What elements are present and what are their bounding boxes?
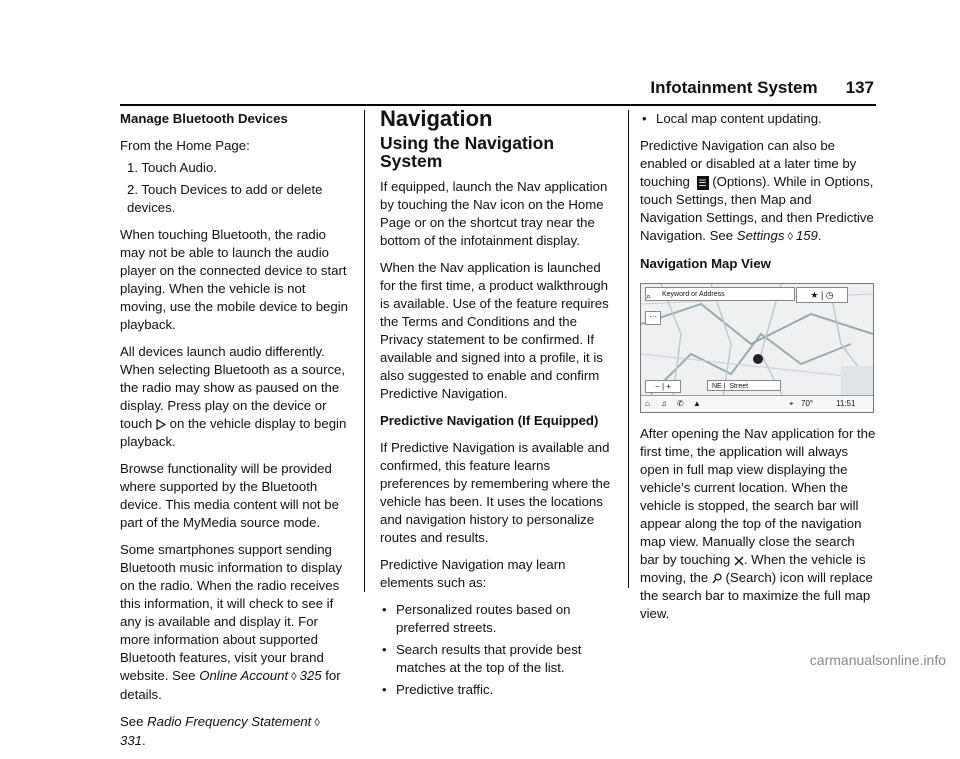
- predictive-nav-heading: Predictive Navigation (If Equipped): [380, 413, 599, 428]
- paragraph: Predictive Navigation may learn elements such as:: [380, 557, 566, 590]
- paragraph: If Predictive Navigation is available and confirmed, this feature learns preferences by remembering where the vehicle has been. It uses the locations and navigation history to personalize routes and results.: [380, 440, 611, 545]
- bullet-list: [380, 601, 614, 699]
- paragraph-text: .: [817, 228, 822, 243]
- paragraph: When the Nav application is launched for the first time, a product walkthrough is available. Use of the feature requires the Terms and Conditions and the Privacy statement to be confirmed. If available and signed into a profile, it is also suggested to enable and confirm Predictive Navigation.: [380, 260, 609, 401]
- paragraph-text: for details.: [120, 668, 341, 702]
- options-icon: ☰: [698, 177, 707, 188]
- phone-icon[interactable]: ✆: [677, 399, 684, 408]
- steps-list: [120, 159, 348, 217]
- paragraph-text: All devices launch audio differently. When selecting Bluetooth as a source, the radio may show as paused on the display. Press play on the device or touch: [120, 344, 346, 431]
- page-ref[interactable]: 331: [120, 733, 143, 748]
- vehicle-location-icon: [753, 354, 763, 364]
- paragraph-text: (Search) icon will replace the search bar to maximize the full map view.: [640, 570, 873, 621]
- section-title: Infotainment System: [650, 78, 818, 97]
- search-icon: ⌕: [646, 291, 652, 301]
- page-number: 137: [845, 78, 874, 97]
- page-ref[interactable]: 325: [299, 668, 322, 683]
- navigation-heading: Navigation: [380, 106, 493, 131]
- heading-direction: NE: [712, 383, 722, 390]
- bullet-item: • Predictive traffic.: [396, 681, 614, 699]
- paragraph-text: on the vehicle display to begin playback.: [120, 416, 347, 449]
- column-divider-1: [364, 110, 365, 592]
- paragraph: [120, 713, 348, 750]
- close-icon: [734, 556, 744, 566]
- bullet-item: • Local map content updating.: [656, 110, 876, 128]
- watermark: carmanualsonline.info: [809, 652, 946, 668]
- column-3: [640, 110, 876, 632]
- paragraph: Browse functionality will be provided where supported by the Bluetooth device. This media content will not be part of the MyMedia source mode.: [120, 461, 339, 530]
- map-view-heading: Navigation Map View: [640, 256, 771, 271]
- page-ref-icon: ◊: [314, 717, 320, 729]
- star-icon: ★: [810, 290, 819, 300]
- paragraph: If equipped, launch the Nav application by touching the Nav icon on the Home Page or on the shortcut tray near the bottom of the infotainment display.: [380, 179, 608, 248]
- page-ref-icon: ◊: [291, 671, 297, 683]
- paragraph: [640, 425, 876, 623]
- column-1: [120, 110, 348, 759]
- audio-icon[interactable]: ♫: [661, 399, 667, 408]
- settings-link[interactable]: Settings: [736, 228, 785, 243]
- step-item: 1. Touch Audio.: [127, 160, 217, 175]
- bullet-item: • Personalized routes based on preferred streets.: [396, 601, 614, 637]
- radio-frequency-link[interactable]: Radio Frequency Statement: [147, 714, 312, 729]
- map-options-button[interactable]: ···: [645, 311, 661, 325]
- home-icon[interactable]: ⌂: [645, 399, 650, 408]
- paragraph: When touching Bluetooth, the radio may not be able to launch the audio player on the connected device to start playing. When the vehicle is not moving, use the mobile device to begin playback.: [120, 227, 348, 332]
- favorites-bar[interactable]: ★ | ◷: [796, 287, 848, 303]
- recent-icon: ◷: [825, 290, 834, 300]
- paragraph-text: .: [142, 733, 146, 748]
- clock: 11:51: [836, 399, 856, 408]
- page-ref-icon: ◊: [787, 231, 793, 243]
- paragraph-text: (Options). While in Options, touch Settings, then Map and Navigation Settings, and then Predictive Navigation. See: [640, 174, 874, 243]
- bullet-item: • Search results that provide best matches at the top of the list.: [396, 641, 614, 677]
- page-header: [650, 78, 874, 98]
- from-home-text: From the Home Page:: [120, 138, 250, 153]
- paragraph-text: . When the vehicle is moving, the: [640, 552, 866, 585]
- nav-icon[interactable]: ▲: [693, 399, 701, 408]
- search-placeholder: Keyword or Address: [662, 291, 725, 298]
- bullet-list: [640, 110, 876, 128]
- column-2: [380, 106, 614, 708]
- search-icon: [712, 573, 722, 584]
- step-item: 2. Touch Devices to add or delete devices.: [127, 182, 323, 215]
- paragraph-text: See: [120, 714, 144, 729]
- page-ref[interactable]: 159: [795, 228, 818, 243]
- manage-bluetooth-heading: Manage Bluetooth Devices: [120, 111, 288, 126]
- street-name: Street: [729, 383, 749, 390]
- paragraph-text: After opening the Nav application for the first time, the application will always open in full map view displaying the vehicle’s current location. When the vehicle is stopped, the search bar will appear along the top of the navigation map view. Manually close the search bar by touching: [640, 426, 876, 567]
- temperature: 70°: [801, 399, 814, 408]
- street-bar: NE | Street: [707, 380, 781, 391]
- paragraph: [120, 343, 348, 451]
- paragraph-text: Predictive Navigation can also be enabled or disabled at a later time by touching: [640, 138, 857, 189]
- online-account-link[interactable]: Online Account: [199, 668, 289, 683]
- play-icon: [156, 419, 166, 430]
- shortcut-tray: [641, 395, 873, 412]
- navigation-map-image: [640, 283, 874, 413]
- column-divider-2: [628, 110, 629, 588]
- map-search-input[interactable]: [645, 287, 795, 301]
- paragraph: [640, 137, 876, 246]
- using-nav-heading: Using the Navigation System: [380, 133, 555, 171]
- paragraph: [120, 541, 348, 704]
- zoom-controls[interactable]: − | +: [645, 380, 681, 393]
- location-pin-icon: ⌖: [789, 399, 794, 408]
- paragraph-text: Some smartphones support sending Bluetooth music information to display on the radio. When the radio receives this information, it will check to see if any is available and display it. For more information about supported Bluetooth features, visit your brand website. See: [120, 542, 343, 683]
- header-rule: [120, 104, 876, 106]
